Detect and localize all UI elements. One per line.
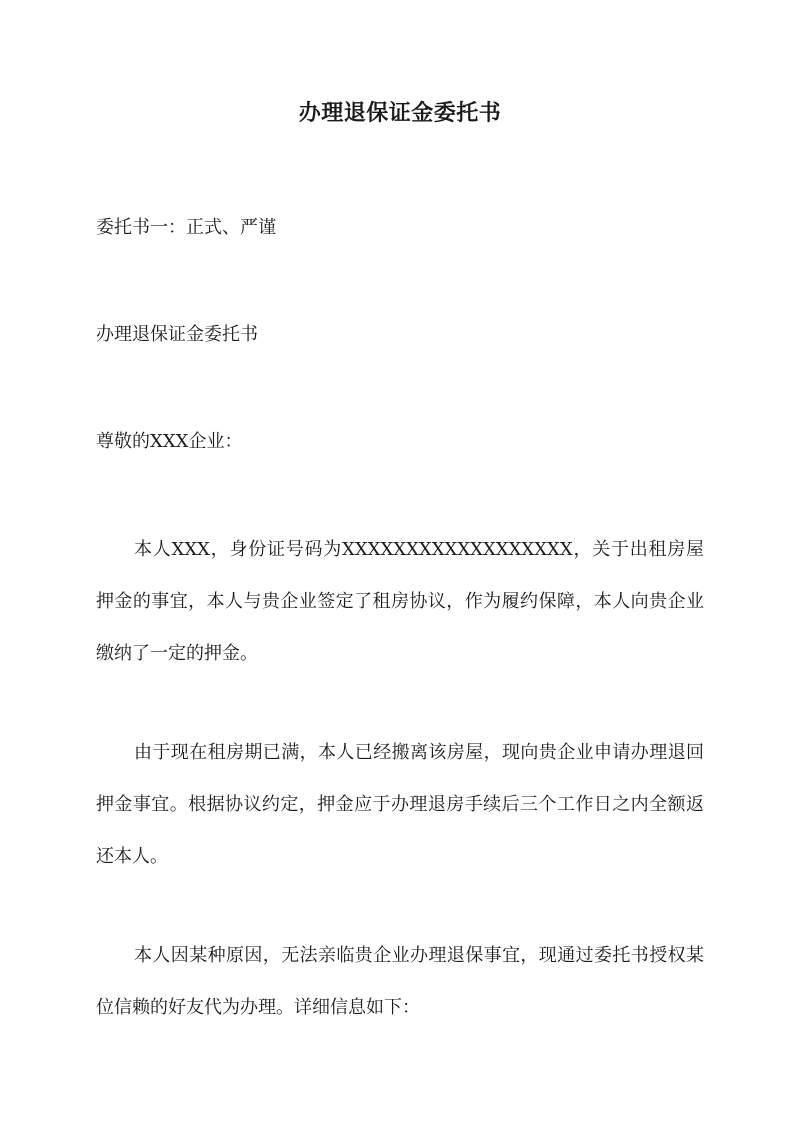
document-title: 办理退保证金委托书 [298, 100, 502, 126]
letter-title: 办理退保证金委托书 [96, 324, 258, 345]
document-subtitle: 委托书一：正式、严谨 [96, 217, 276, 238]
salutation: 尊敬的XXX企业： [96, 431, 243, 452]
paragraph-2: 由于现在租房期已满，本人已经搬离该房屋，现向贵企业申请办理退回押金事宜。根据协议约定，押金应于办理退房手续后三个工作日之内全额返还本人。 [96, 742, 704, 867]
paragraph-3: 本人因某种原因，无法亲临贵企业办理退保事宜，现通过委托书授权某位信赖的好友代为办理。详细信息如下： [96, 945, 704, 1018]
paragraph-1: 本人XXX，身份证号码为XXXXXXXXXXXXXXXXXX，关于出租房屋押金的事宜，本人与贵企业签定了租房协议，作为履约保障，本人向贵企业缴纳了一定的押金。 [96, 539, 704, 664]
